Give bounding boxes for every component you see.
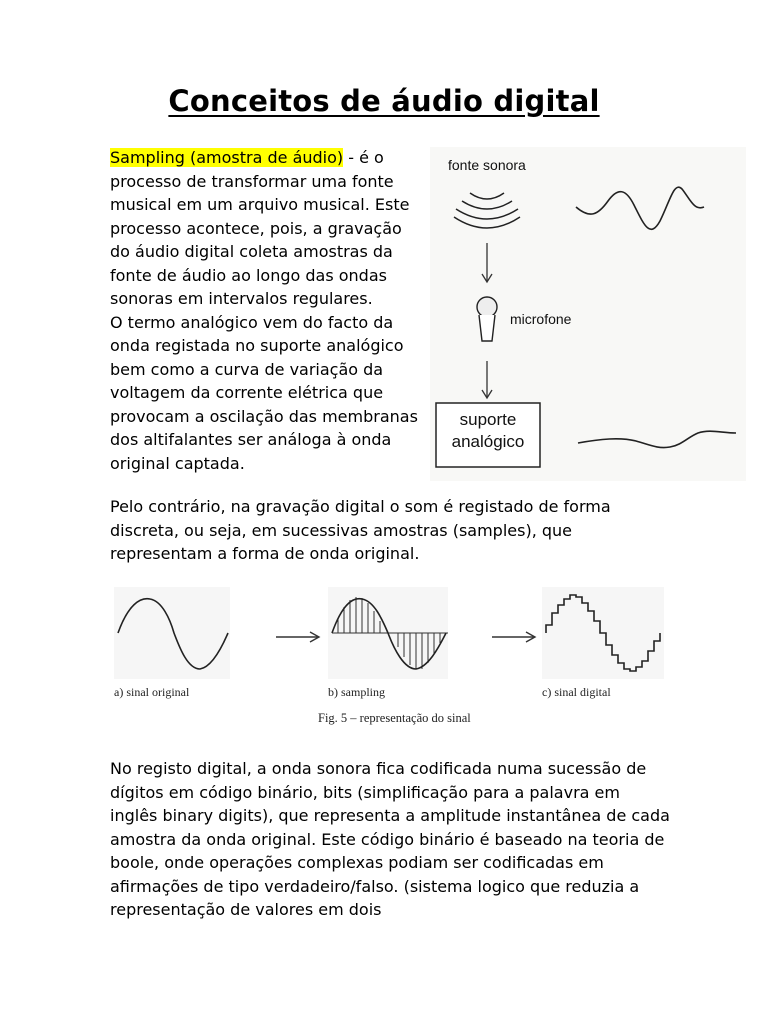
label-sampling: b) sampling xyxy=(328,685,385,699)
analog-support-label xyxy=(436,409,540,453)
analog-support-label-line2: analógico xyxy=(451,432,525,451)
page-title: Conceitos de áudio digital xyxy=(168,84,600,118)
sound-source-label: fonte sonora xyxy=(448,157,526,173)
arrow-down-icon xyxy=(482,361,492,398)
signal-representation-figure xyxy=(108,585,668,735)
original-wave xyxy=(576,187,704,229)
analog-support-label-line1: suporte xyxy=(459,410,517,429)
sound-waves-icon xyxy=(454,193,520,228)
arrow-down-icon xyxy=(482,243,492,282)
microphone-label: microfone xyxy=(510,311,572,327)
figure-caption: Fig. 5 – representação do sinal xyxy=(318,711,471,725)
label-original-signal: a) sinal original xyxy=(114,685,190,699)
arrow-right-icon xyxy=(276,632,319,642)
paragraph-analog-text: O termo analógico vem do facto da onda registada no suporte analógico bem como a curva de variação da voltagem da corrente elétrica que provocam a oscilação das membranas dos altifalantes ser análoga à onda original captada. xyxy=(110,312,418,473)
microphone-icon xyxy=(477,297,497,341)
analog-support-wave xyxy=(578,431,736,447)
label-digital-signal: c) sinal digital xyxy=(542,685,611,699)
paragraph-binary-code: No registo digital, a onda sonora fica codificada numa sucessão de dígitos em código binário, bits (simplificação para a palavra em inglês binary digits), que representa a amplitude instantânea de cada amostra da onda original. Este código binário é baseado na teoria de boole, onde operações complexas podiam ser codificadas em afirmações de tipo verdadeiro/falso. (sistema logico que reduzia a representação de valores em dois xyxy=(110,759,670,919)
highlighted-term: Sampling (amostra de áudio) xyxy=(110,148,344,167)
analog-recording-figure xyxy=(430,147,746,481)
paragraph-digital-recording: Pelo contrário, na gravação digital o som é registado de forma discreta, ou seja, em sucessivas amostras (samples), que representam a forma de onda original. xyxy=(110,497,611,563)
paragraph-sampling-text: - é o processo de transformar uma fonte musical em um arquivo musical. Este processo acontece, pois, a gravação do áudio digital coleta amostras da fonte de áudio ao longo das ondas sonoras em intervalos regulares. xyxy=(110,148,410,308)
arrow-right-icon xyxy=(492,632,535,642)
paragraph-sampling xyxy=(110,146,425,475)
